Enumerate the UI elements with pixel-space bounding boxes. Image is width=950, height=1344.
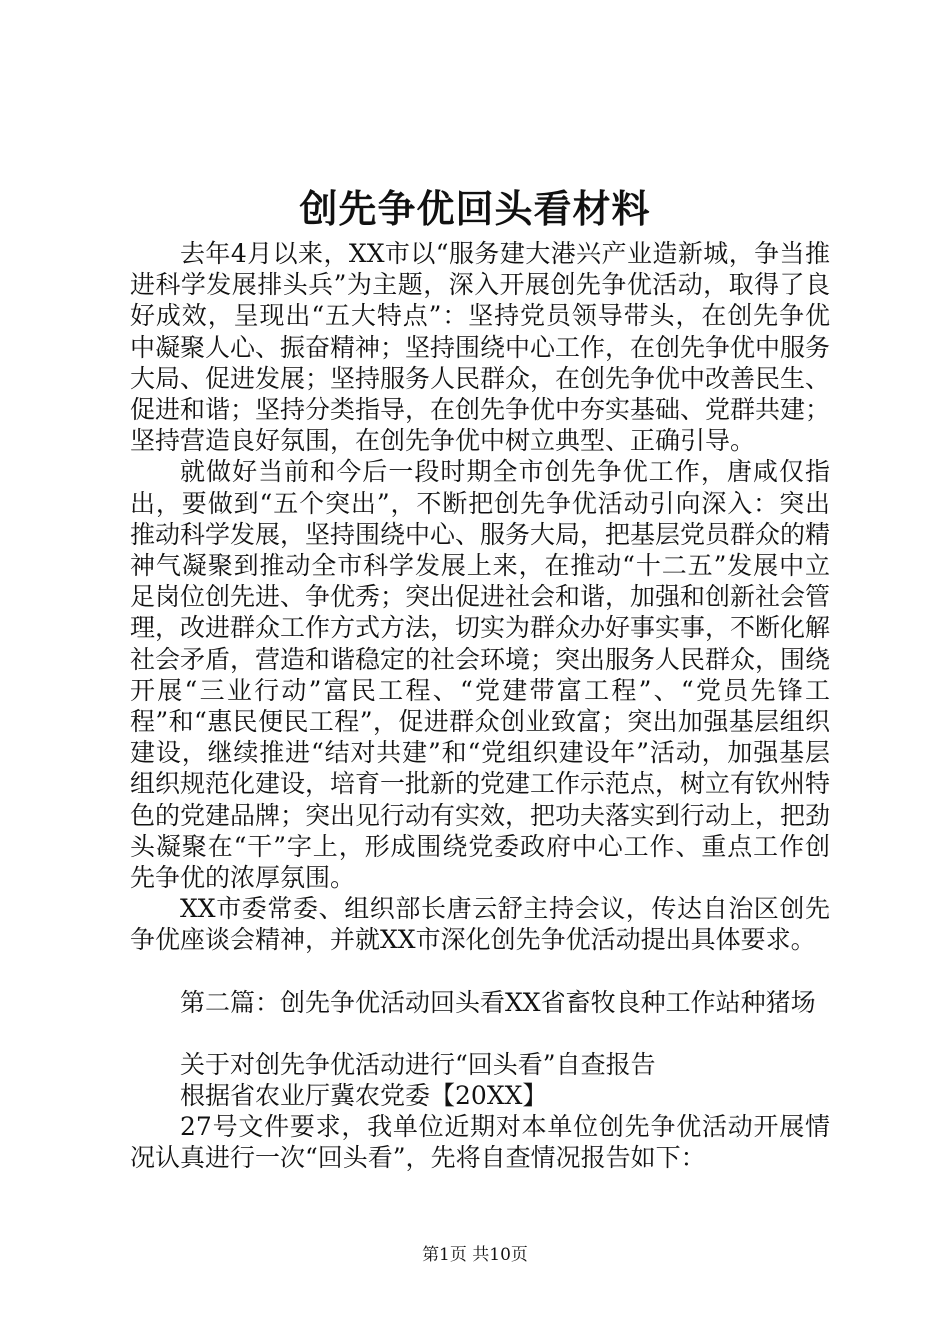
- body-paragraph: 就做好当前和今后一段时期全市创先争优工作，唐咸仅指出，要做到“五个突出”，不断把创先争优活动引向深入：突出推动科学发展，坚持围绕中心、服务大局，把基层党员群众的精神气凝聚到推动全市科学发展上来，在推动“十二五”发展中立足岗位创先进、争优秀；突出促进社会和谐，加强和创新社会管理，改进群众工作方式方法，切实为群众办好事实事，不断化解社会矛盾，营造和谐稳定的社会环境；突出服务人民群众，围绕开展“三业行动”富民工程、“党建带富工程”、“党员先锋工程”和“惠民便民工程”，促进群众创业致富；突出加强基层组织建设，继续推进“结对共建”和“党组织建设年”活动，加强基层组织规范化建设，培育一批新的党建工作示范点，树立有钦州特色的党建品牌；突出见行动有实效，把功夫落实到行动上，把劲头凝聚在“干”字上，形成围绕党委政府中心工作、重点工作创先争优的浓厚氛围。: [130, 457, 831, 893]
- body-paragraph: 去年4月以来，XX市以“服务建大港兴产业造新城，争当推进科学发展排头兵”为主题，深入开展创先争优活动，取得了良好成效，呈现出“五大特点”：坚持党员领导带头，在创先争优中凝聚人心、振奋精神；坚持围绕中心工作，在创先争优中服务大局、促进发展；坚持服务人民群众，在创先争优中改善民生、促进和谐；坚持分类指导，在创先争优中夯实基础、党群共建；坚持营造良好氛围，在创先争优中树立典型、正确引导。: [130, 239, 831, 456]
- body-paragraph: 27号文件要求，我单位近期对本单位创先争优活动开展情况认真进行一次“回头看”，先将自查情况报告如下：: [130, 1112, 830, 1173]
- body-paragraph: 根据省农业厅冀农党委【20XX】: [180, 1081, 548, 1111]
- document-title: 创先争优回头看材料: [299, 186, 651, 231]
- document-body: [130, 238, 830, 1174]
- section-heading: 第二篇：创先争优活动回头看XX省畜牧良种工作站种猪场: [180, 987, 816, 1017]
- report-title: 关于对创先争优活动进行“回头看”自查报告: [180, 1049, 656, 1079]
- page-number-footer: 第1页 共10页: [422, 1245, 528, 1265]
- body-paragraph: XX市委常委、组织部长唐云舒主持会议，传达自治区创先争优座谈会精神，并就XX市深化创先争优活动提出具体要求。: [130, 894, 830, 955]
